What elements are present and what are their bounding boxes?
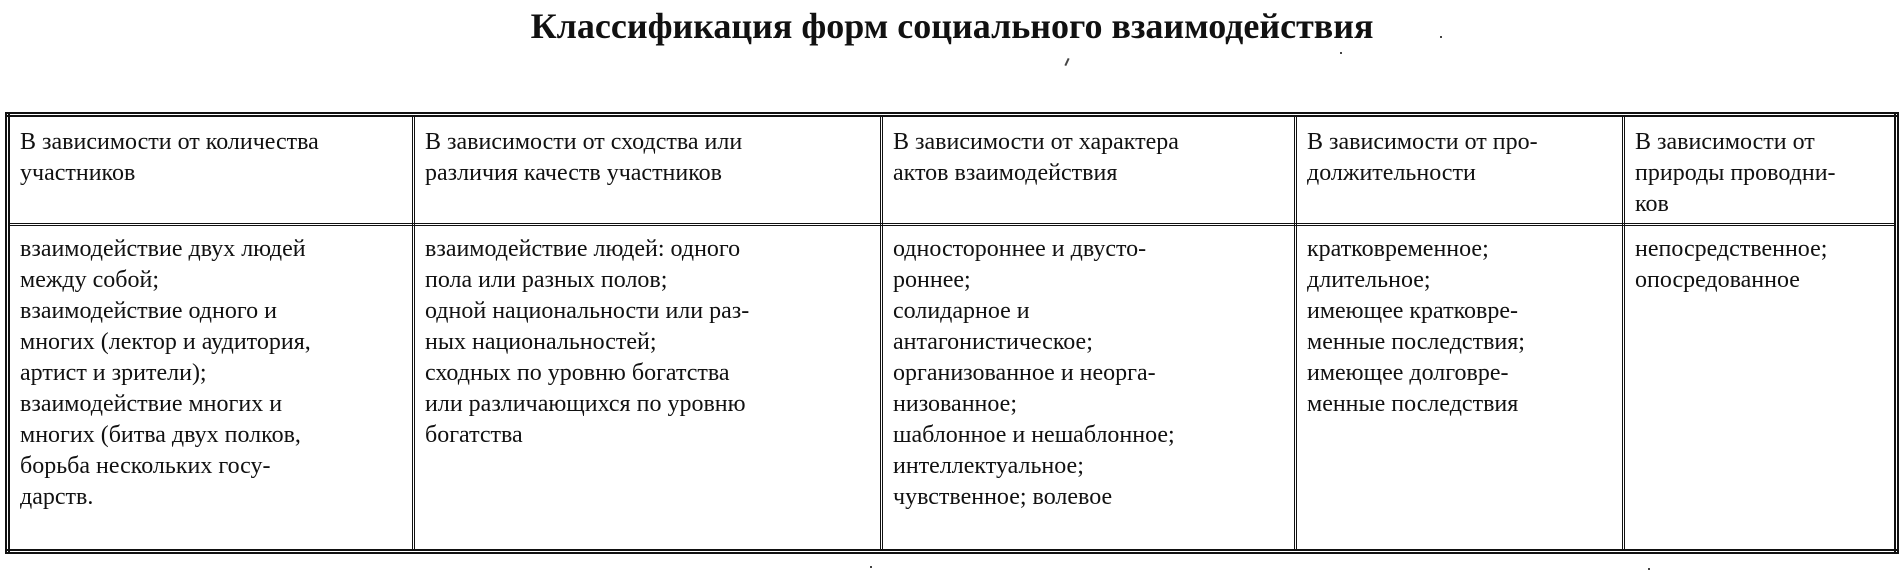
scan-speck xyxy=(870,566,872,568)
scan-speck xyxy=(1648,568,1650,570)
cell-acts-character: одностороннее и двусто- роннее; солидарное и антагонистическое; организованное и неорга- низованное; шаблонное и нешаблонное; интеллектуальное; чувственное; волевое xyxy=(882,225,1296,552)
table-row xyxy=(8,225,1897,552)
header-cell-participants-similarity: В зависимости от сходства или различия качеств участников xyxy=(414,115,882,225)
header-cell-duration: В зависимости от про- должительности xyxy=(1296,115,1624,225)
scan-speck xyxy=(1340,52,1342,54)
classification-table xyxy=(5,112,1899,554)
header-cell-acts-character: В зависимости от характера актов взаимодействия xyxy=(882,115,1296,225)
cell-participants-count: взаимодействие двух людей между собой; взаимодействие одного и многих (лектор и аудитория, артист и зрители); взаимодействие многих и многих (битва двух полков, борьба нескольких госу- дарств. xyxy=(8,225,414,552)
cell-participants-similarity: взаимодействие людей: одного пола или разных полов; одной национальности или раз- ных национальностей; сходных по уровню богатства или различающихся по уровню богатства xyxy=(414,225,882,552)
header-cell-participants-count: В зависимости от количества участников xyxy=(8,115,414,225)
scan-speck xyxy=(1064,58,1069,66)
table-header-row xyxy=(8,115,1897,225)
header-cell-conductors-nature: В зависимости от природы проводни- ков xyxy=(1624,115,1897,225)
cell-duration: кратковременное; длительное; имеющее кратковре- менные последствия; имеющее долговре- менные последствия xyxy=(1296,225,1624,552)
page-title: Классификация форм социального взаимодействия xyxy=(530,6,1374,46)
cell-conductors-nature: непосредственное; опосредованное xyxy=(1624,225,1897,552)
scan-speck xyxy=(1440,36,1442,38)
